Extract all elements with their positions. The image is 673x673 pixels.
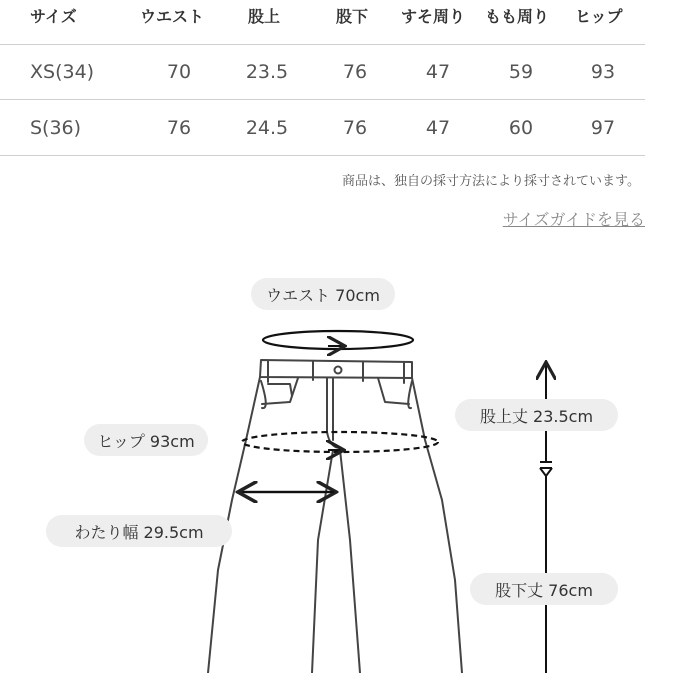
table-row xyxy=(0,100,645,156)
header-rise: 股上 xyxy=(248,6,281,26)
cell-inseam: 76 xyxy=(342,116,368,139)
hip-label: ヒップ 93cm xyxy=(84,424,208,456)
rise-label: 股上丈 23.5cm xyxy=(455,399,618,431)
pants-measurement-diagram xyxy=(0,250,673,673)
cell-hip: 97 xyxy=(590,116,616,139)
table-row xyxy=(0,44,645,100)
waist-label: ウエスト 70cm xyxy=(251,278,395,310)
measurement-note: 商品は、独自の採寸方法により採寸されています。 xyxy=(342,174,640,189)
cell-thigh: 60 xyxy=(508,116,534,139)
cell-hem: 47 xyxy=(425,60,451,83)
header-waist: ウエスト xyxy=(140,6,205,26)
cell-hip: 93 xyxy=(590,60,616,83)
cell-rise: 24.5 xyxy=(245,116,289,139)
table-header-row xyxy=(0,0,645,45)
cell-hem: 47 xyxy=(425,116,451,139)
thigh-label: わたり幅 29.5cm xyxy=(46,515,232,547)
header-hem: すそ周り xyxy=(401,6,466,26)
size-guide-link[interactable]: サイズガイドを見る xyxy=(502,210,645,229)
header-thigh: もも周り xyxy=(485,6,550,26)
inseam-measure-arrow xyxy=(540,468,552,673)
inseam-label: 股下丈 76cm xyxy=(470,573,618,605)
header-size: サイズ xyxy=(30,6,77,26)
cell-waist: 76 xyxy=(166,116,192,139)
row-size-label: XS(34) xyxy=(30,60,95,83)
header-inseam: 股下 xyxy=(336,6,369,26)
cell-rise: 23.5 xyxy=(245,60,289,83)
cell-thigh: 59 xyxy=(508,60,534,83)
cell-inseam: 76 xyxy=(342,60,368,83)
cell-waist: 70 xyxy=(166,60,192,83)
pants-illustration xyxy=(208,360,462,673)
row-size-label: S(36) xyxy=(30,116,82,139)
header-hip: ヒップ xyxy=(575,6,623,26)
